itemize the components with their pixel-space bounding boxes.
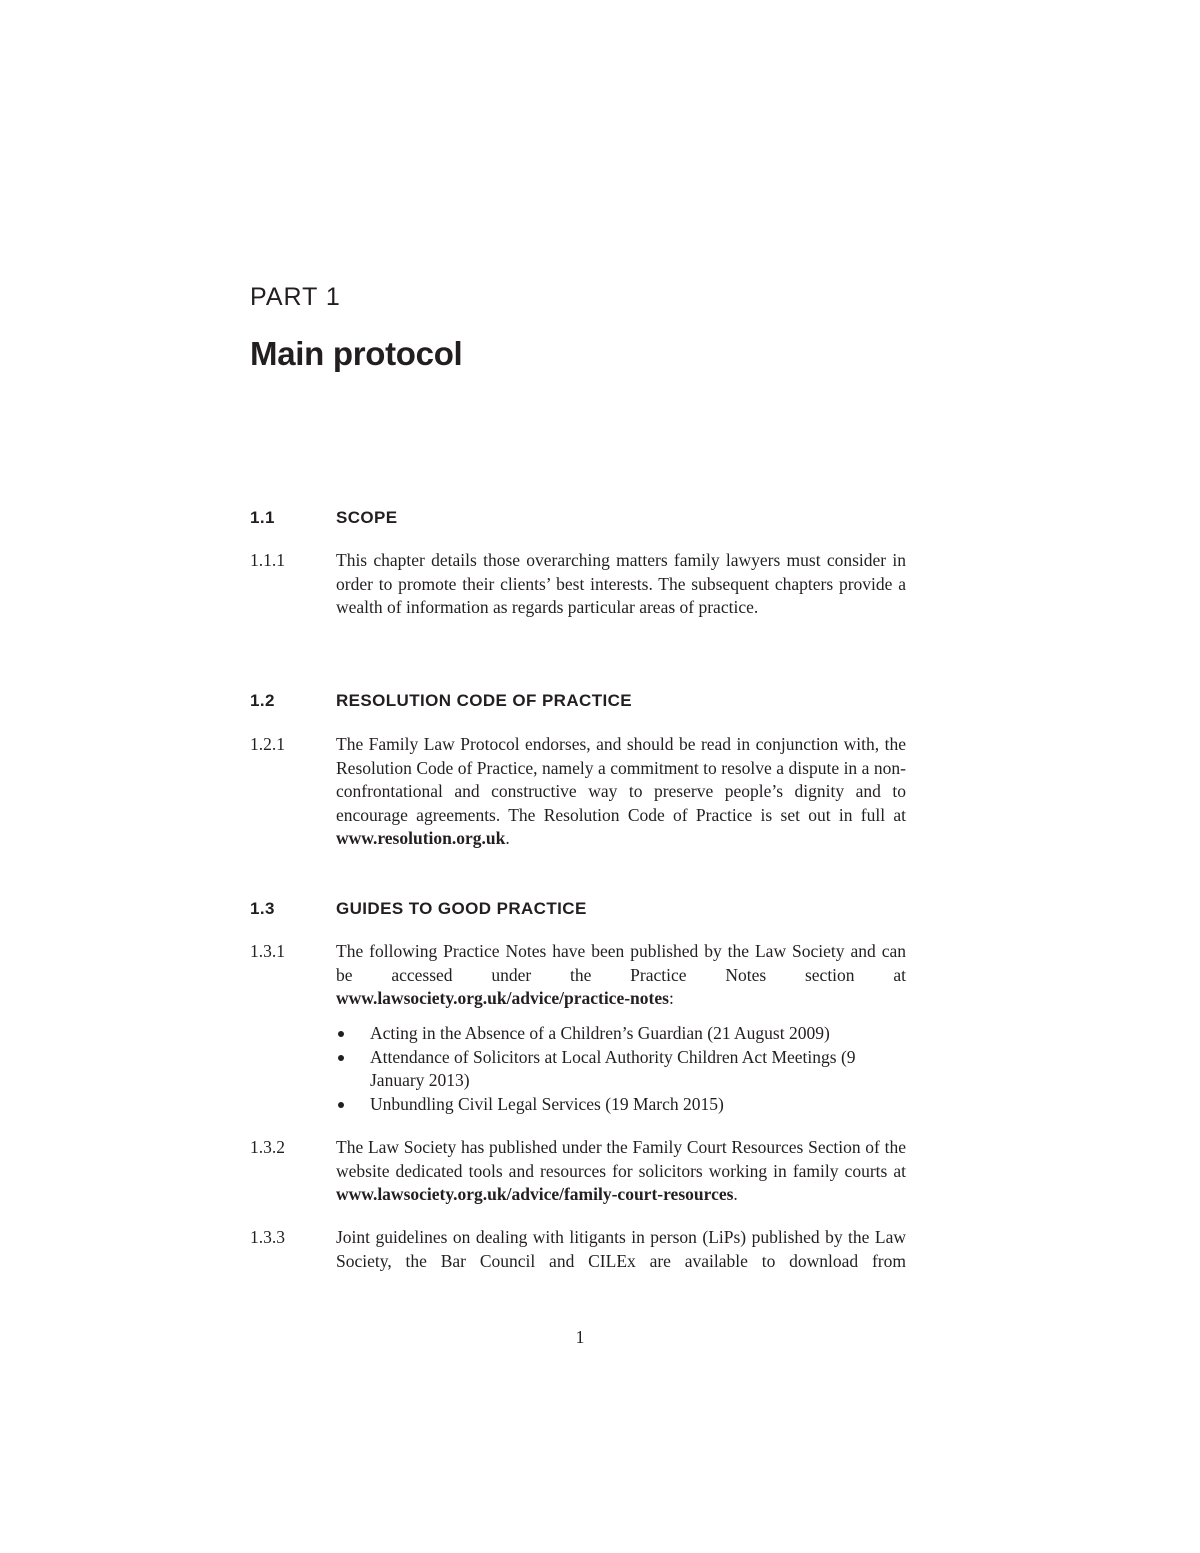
section-heading: [250, 506, 906, 530]
paragraph-number: 1.3.2: [250, 1137, 285, 1157]
paragraph-text-part: The following Practice Notes have been published by the Law Society and can be accessed under the Practice Notes section at: [336, 941, 906, 985]
paragraph-1-3-1: [250, 940, 906, 1011]
paragraph-text-part: The Law Society has published under the Family Court Resources Section of the website dedicated tools and resources for solicitors working in family courts at: [336, 1137, 906, 1181]
resolution-link[interactable]: www.resolution.org.uk: [336, 828, 506, 849]
paragraph-1-3-2: [250, 1136, 906, 1207]
list-item: [336, 1022, 906, 1046]
part-label: PART 1: [250, 283, 341, 311]
practice-notes-link[interactable]: www.lawsociety.org.uk/advice/practice-notes: [336, 988, 669, 1009]
section-number: 1.1: [250, 508, 275, 527]
paragraph-number: 1.1.1: [250, 550, 285, 570]
list-item: [336, 1046, 906, 1093]
paragraph-1-2-1: [250, 733, 906, 851]
section-good-practice: [250, 897, 906, 921]
list-item-text: Attendance of Solicitors at Local Authority Children Act Meetings (9 January 2013): [370, 1046, 856, 1091]
section-title: GUIDES TO GOOD PRACTICE: [336, 899, 587, 918]
bullet-icon: [338, 1055, 344, 1061]
paragraph-number: 1.3.1: [250, 941, 285, 961]
section-scope: [250, 506, 906, 530]
section-heading: [250, 897, 906, 921]
paragraph-number: 1.3.3: [250, 1227, 285, 1247]
bullet-icon: [338, 1102, 344, 1108]
section-number: 1.2: [250, 691, 275, 710]
list-item-text: Unbundling Civil Legal Services (19 March 2015): [370, 1093, 724, 1114]
paragraph-text-part: .: [505, 828, 510, 849]
family-court-resources-link[interactable]: www.lawsociety.org.uk/advice/family-court-resources: [336, 1184, 734, 1205]
section-number: 1.3: [250, 899, 275, 918]
paragraph-text-part: .: [733, 1184, 738, 1205]
page-number: 1: [575, 1327, 585, 1347]
section-heading: [250, 689, 906, 713]
paragraph-1-3-3: [250, 1226, 906, 1273]
list-item: [336, 1093, 906, 1117]
paragraph-text: [336, 733, 906, 851]
paragraph-text-part: :: [668, 988, 674, 1009]
chapter-title: Main protocol: [250, 335, 463, 372]
paragraph-number: 1.2.1: [250, 734, 285, 754]
paragraph-text: [336, 1136, 906, 1207]
section-title: RESOLUTION CODE OF PRACTICE: [336, 691, 633, 710]
section-resolution-code: [250, 689, 906, 713]
paragraph-text: [336, 940, 906, 1011]
section-title: SCOPE: [336, 508, 398, 527]
bullet-icon: [338, 1031, 344, 1037]
list-item-text: Acting in the Absence of a Children’s Guardian (21 August 2009): [370, 1023, 830, 1043]
paragraph-text: Joint guidelines on dealing with litigants in person (LiPs) published by the Law Society, the Bar Council and CILEx are available to download from: [336, 1227, 906, 1271]
paragraph-text-part: The Family Law Protocol endorses, and should be read in conjunction with, the Resolution Code of Practice, namely a commitment to resolve a dispute in a non-confrontational and constructive way to preserve people’s dignity and to encourage agreements. The Resolution Code of Practice is set out in full at: [336, 734, 906, 825]
paragraph-text: This chapter details those overarching matters family lawyers must consider in order to promote their clients’ best interests. The subsequent chapters provide a wealth of information as regards particular areas of practice.: [336, 550, 906, 618]
paragraph-1-1-1: [250, 549, 906, 620]
practice-notes-list: [336, 1022, 906, 1116]
